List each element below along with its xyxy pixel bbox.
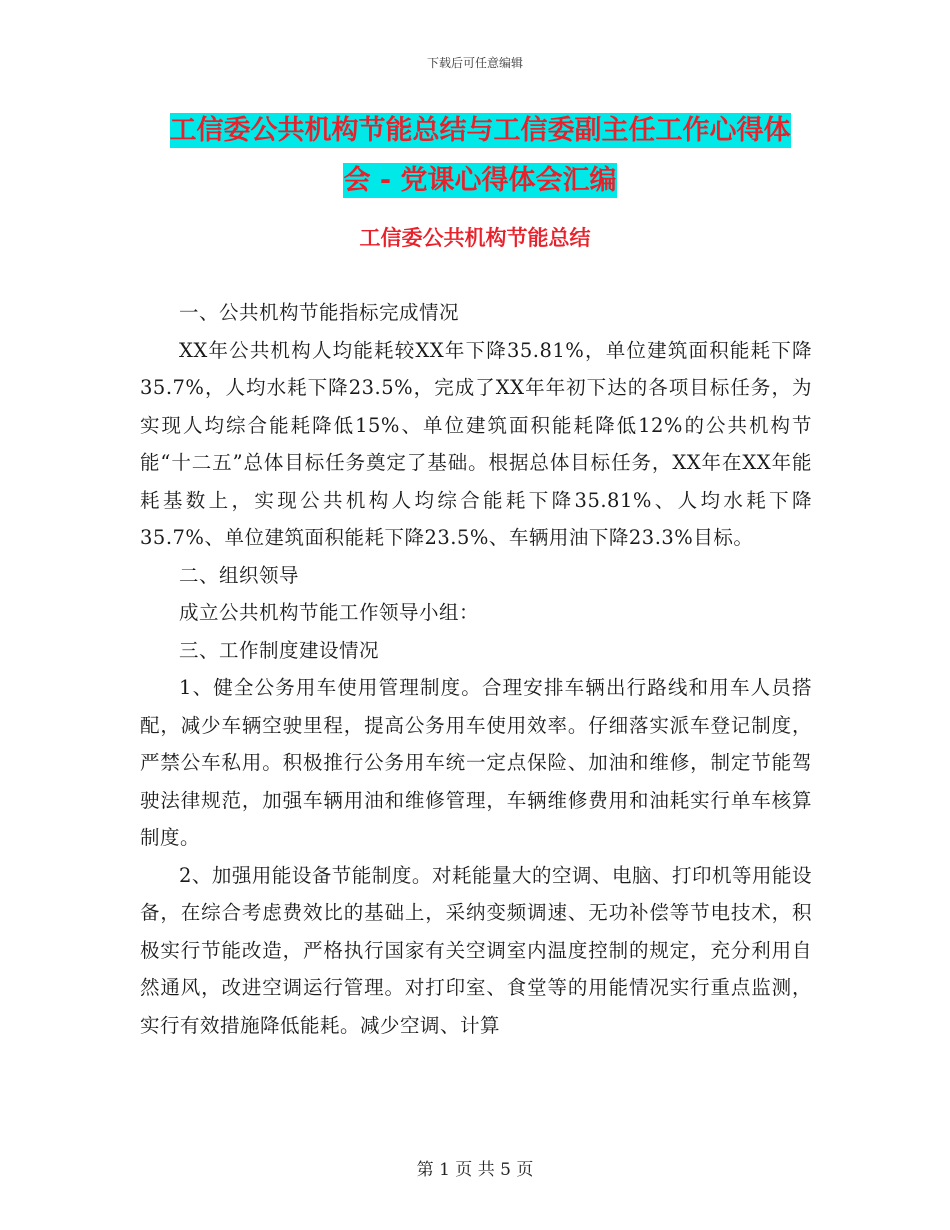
document-title bbox=[140, 106, 820, 206]
page-header: 下载后可任意编辑 bbox=[426, 56, 523, 70]
paragraph-heading-2: 二、组织领导 bbox=[179, 563, 300, 587]
paragraph: XX年公共机构人均能耗较XX年下降35.81%，单位建筑面积能耗下降35.7%，人均水耗下降23.5%，完成了XX年年初下达的各项目标任务，为实现人均综合能耗降低15%、单位建筑面积能耗降低12%的公共机构节能“十二五”总体目标任务奠定了基础。根据总体目标任务，XX年在XX年能耗基数上，实现公共机构人均综合能耗下降35.81%、人均水耗下降35.7%、单位建筑面积能耗下降23.5%、车辆用油下降23.3%目标。 bbox=[140, 338, 812, 549]
paragraph: 2、加强用能设备节能制度。对耗能量大的空调、电脑、打印机等用能设备，在综合考虑费效比的基础上，采纳变频调速、无功补偿等节电技术，积极实行节能改造，严格执行国家有关空调室内温度控制的规定，充分利用自然通风，改进空调运行管理。对打印室、食堂等的用能情况实行重点监测，实行有效措施降低能耗。减少空调、计算 bbox=[140, 863, 812, 1037]
paragraph: 1、健全公务用车使用管理制度。合理安排车辆出行路线和用车人员搭配，减少车辆空驶里程，提高公务用车使用效率。仔细落实派车登记制度，严禁公车私用。积极推行公务用车统一定点保险、加油和维修，制定节能驾驶法律规范，加强车辆用油和维修管理，车辆维修费用和油耗实行单车核算制度。 bbox=[140, 676, 812, 849]
page-number: 第 1 页 共 5 页 bbox=[416, 1160, 534, 1180]
paragraph: 成立公共机构节能工作领导小组： bbox=[179, 601, 480, 624]
document-body bbox=[140, 294, 812, 1044]
paragraph-heading-3: 三、工作制度建设情况 bbox=[179, 638, 380, 662]
title-line-2: 会 - 党课心得体会汇编 bbox=[343, 165, 617, 196]
paragraph-heading-1: 一、公共机构节能指标完成情况 bbox=[179, 301, 460, 324]
section-title: 工信委公共机构节能总结 bbox=[359, 226, 591, 250]
title-line-1: 工信委公共机构节能总结与工信委副主任工作心得体 bbox=[169, 115, 791, 146]
